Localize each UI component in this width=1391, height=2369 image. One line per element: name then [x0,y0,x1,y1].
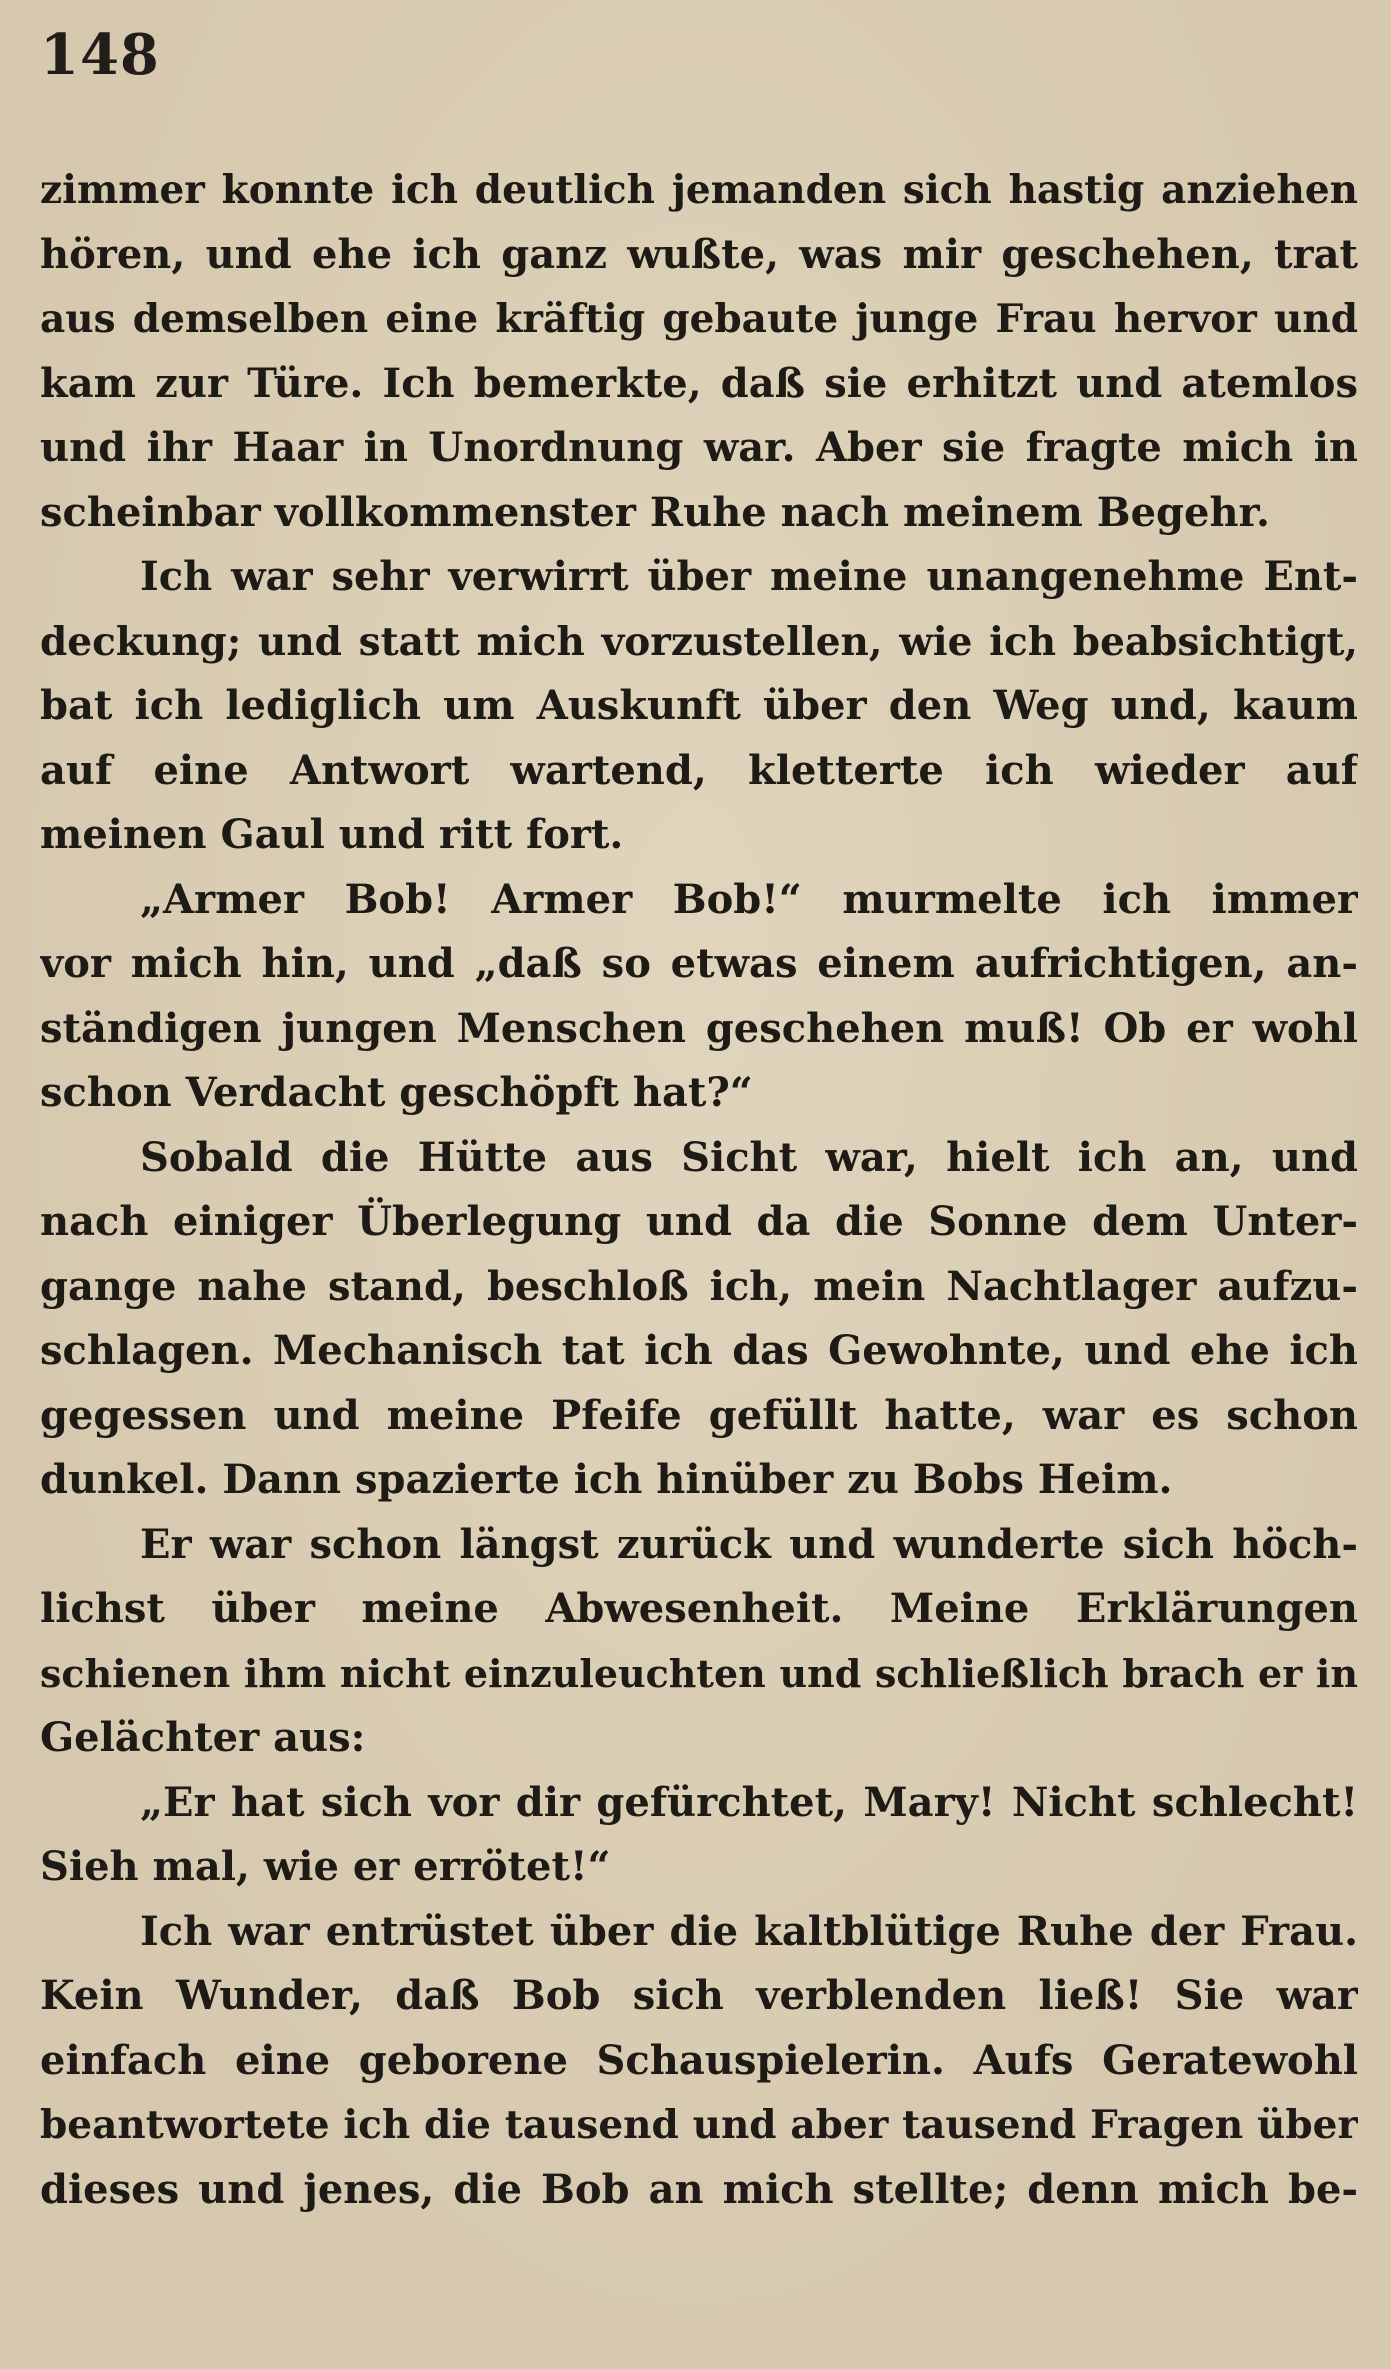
text-line: hören, und ehe ich ganz wußte, was mir geschehen, trat [40,230,1358,278]
text-line: beantwortete ich die tausend und aber tausend Fragen über [40,2102,1358,2148]
body-text [40,158,1358,2222]
text-line: Ich war sehr verwirrt über meine unangenehme Ent- [140,553,1358,600]
text-line: Ich war entrüstet über die kaltblütige Ruhe der Frau. [140,1907,1358,1955]
text-line: schon Verdacht geschöpft hat?“ [40,1069,753,1116]
text-line: scheinbar vollkommenster Ruhe nach meinem Begehr. [40,488,1270,536]
text-line: Kein Wunder, daß Bob sich verblenden ließ! Sie war [40,1972,1358,2019]
text-line: Sieh mal, wie er errötet!“ [40,1843,611,1890]
text-line: bat ich lediglich um Auskunft über den Weg und, kaum [40,682,1358,729]
text-line: aus demselben eine kräftig gebaute junge Frau hervor und [40,296,1358,342]
text-line: Sobald die Hütte aus Sicht war, hielt ich an, und [140,1133,1358,1181]
page-number: 148 [40,22,160,88]
text-line: gange nahe stand, beschloß ich, mein Nachtlager aufzu- [40,1262,1358,1310]
text-line: Er war schon längst zurück und wunderte sich höch- [140,1520,1358,1568]
text-line: dieses und jenes, die Bob an mich stellte; denn mich be- [40,2165,1358,2213]
text-line: ständigen jungen Menschen geschehen muß! Ob er wohl [40,1004,1358,1052]
text-line: deckung; und statt mich vorzustellen, wie ich beabsichtigt, [40,618,1358,665]
text-line: vor mich hin, und „daß so etwas einem aufrichtigen, an- [40,940,1358,987]
text-line: schienen ihm nicht einzuleuchten und schließlich brach er in [40,1650,1358,1696]
text-line: zimmer konnte ich deutlich jemanden sich hastig anziehen [40,167,1358,213]
text-line: und ihr Haar in Unordnung war. Aber sie fragte mich in [40,424,1358,471]
text-line: einfach eine geborene Schauspielerin. Aufs Geratewohl [40,2036,1358,2084]
text-line: lichst über meine Abwesenheit. Meine Erklärungen [40,1585,1358,1632]
text-line: Gelächter aus: [40,1714,366,1761]
text-line: gegessen und meine Pfeife gefüllt hatte, war es schon [40,1391,1358,1439]
text-line: dunkel. Dann spazierte ich hinüber zu Bobs Heim. [40,1456,1173,1503]
text-line: „Armer Bob! Armer Bob!“ murmelte ich immer [140,875,1358,923]
text-line: nach einiger Überlegung und da die Sonne dem Unter- [40,1198,1358,1245]
text-line: meinen Gaul und ritt fort. [40,811,624,858]
text-line: „Er hat sich vor dir gefürchtet, Mary! Nicht schlecht! [140,1778,1358,1826]
text-line: schlagen. Mechanisch tat ich das Gewohnte, und ehe ich [40,1327,1358,1374]
text-line: auf eine Antwort wartend, kletterte ich wieder auf [40,746,1358,794]
text-line: kam zur Türe. Ich bemerkte, daß sie erhitzt und atemlos [40,359,1358,407]
